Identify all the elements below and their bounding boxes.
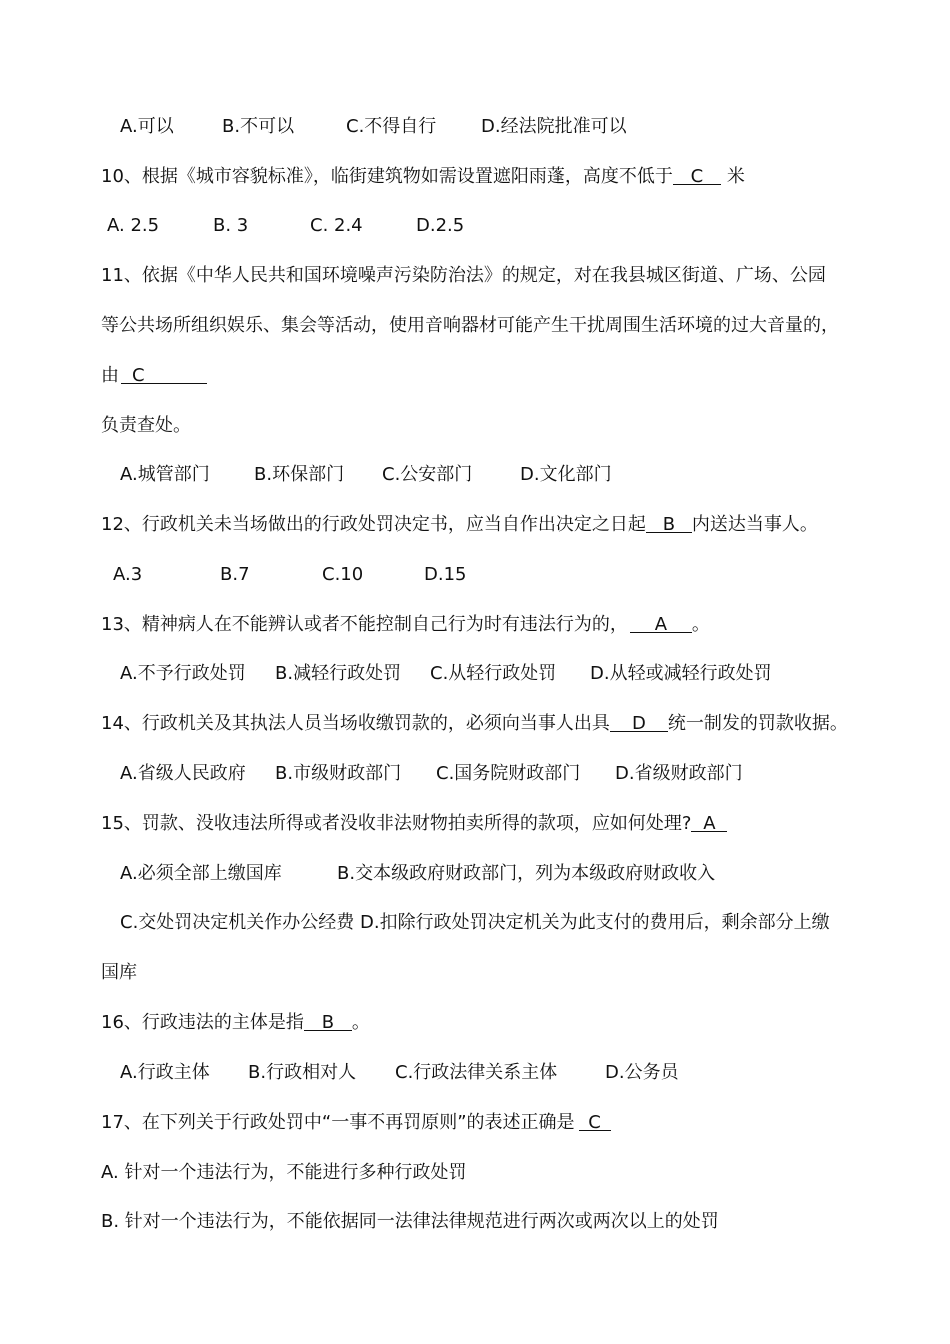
q15-option-b: B.交本级政府财政部门，列为本级政府财政收入 bbox=[337, 863, 716, 884]
q15-option-a: A.必须全部上缴国库 bbox=[120, 863, 282, 884]
q13-option-b: B.减轻行政处罚 bbox=[275, 663, 402, 684]
q10-question bbox=[101, 165, 745, 189]
q10-option-b: B. 3 bbox=[213, 215, 249, 236]
q9-option-c: C.不得自行 bbox=[346, 116, 437, 137]
q10-text-end: 米 bbox=[726, 166, 745, 187]
q12-option-c: C.10 bbox=[322, 564, 364, 585]
q15-options-row-2: C.交处罚决定机关作办公经费 D.扣除行政处罚决定机关为此支付的费用后，剩余部分上缴 bbox=[120, 912, 830, 933]
q13-option-c: C.从轻行政处罚 bbox=[430, 663, 557, 684]
q13-text: 13、精神病人在不能辨认或者不能控制自己行为时有违法行为的， bbox=[101, 614, 628, 635]
q10-answer-blank bbox=[673, 165, 721, 185]
q15-answer-blank bbox=[691, 812, 727, 832]
q16-option-a: A.行政主体 bbox=[120, 1062, 210, 1083]
q14-option-b: B.市级财政部门 bbox=[275, 763, 402, 784]
q14-option-a: A.省级人民政府 bbox=[120, 763, 246, 784]
q14-question bbox=[101, 712, 848, 736]
q17-option-a: A. 针对一个违法行为，不能进行多种行政处罚 bbox=[101, 1162, 467, 1183]
q16-answer: B bbox=[321, 1012, 335, 1033]
q13-option-d: D.从轻或减轻行政处罚 bbox=[590, 663, 772, 684]
q10-option-d: D.2.5 bbox=[416, 215, 465, 236]
q12-option-d: D.15 bbox=[424, 564, 467, 585]
q17-answer-blank bbox=[579, 1111, 611, 1131]
q10-text: 10、根据《城市容貌标准》，临街建筑物如需设置遮阳雨蓬，高度不低于 bbox=[101, 166, 673, 187]
q15-answer: A bbox=[703, 813, 716, 834]
q12-answer-blank bbox=[646, 513, 692, 533]
q13-text-end: 。 bbox=[691, 614, 710, 635]
q16-option-c: C.行政法律关系主体 bbox=[395, 1062, 558, 1083]
q14-option-c: C.国务院财政部门 bbox=[436, 763, 581, 784]
q16-option-b: B.行政相对人 bbox=[248, 1062, 357, 1083]
q9-option-b: B.不可以 bbox=[222, 116, 295, 137]
q16-question bbox=[101, 1011, 370, 1035]
q16-answer-blank bbox=[304, 1011, 352, 1031]
q17-option-b: B. 针对一个违法行为，不能依据同一法律法律规范进行两次或两次以上的处罚 bbox=[101, 1211, 719, 1232]
q14-answer: D bbox=[631, 713, 646, 734]
q14-option-d: D.省级财政部门 bbox=[615, 763, 743, 784]
q11-line-1: 11、依据《中华人民共和国环境噪声污染防治法》的规定，对在我县城区街道、广场、公园 bbox=[101, 265, 826, 286]
q14-answer-blank bbox=[610, 712, 668, 732]
q12-question bbox=[101, 513, 818, 537]
q12-text-end: 内送达当事人。 bbox=[691, 514, 818, 535]
q11-option-c: C.公安部门 bbox=[382, 464, 473, 485]
q11-option-a: A.城管部门 bbox=[120, 464, 210, 485]
q11-answer: C bbox=[132, 365, 145, 386]
q12-option-a: A.3 bbox=[113, 564, 143, 585]
q13-answer: A bbox=[654, 614, 668, 635]
q16-text: 16、行政违法的主体是指 bbox=[101, 1012, 304, 1033]
q11-answer-blank bbox=[121, 364, 207, 384]
q9-option-a: A.可以 bbox=[120, 116, 174, 137]
q11-line-3 bbox=[101, 364, 207, 388]
q10-option-c: C. 2.4 bbox=[310, 215, 363, 236]
q11-text: 由 bbox=[101, 365, 119, 386]
q11-option-d: D.文化部门 bbox=[520, 464, 612, 485]
q10-option-a: A. 2.5 bbox=[107, 215, 160, 236]
q13-answer-blank bbox=[630, 613, 692, 633]
q16-text-end: 。 bbox=[351, 1012, 370, 1033]
q9-option-d: D.经法院批准可以 bbox=[481, 116, 627, 137]
q12-option-b: B.7 bbox=[220, 564, 250, 585]
q15-options-row-3: 国库 bbox=[101, 962, 137, 983]
q16-option-d: D.公务员 bbox=[605, 1062, 679, 1083]
q11-option-b: B.环保部门 bbox=[254, 464, 345, 485]
q11-line-4: 负责查处。 bbox=[101, 415, 191, 436]
q17-question bbox=[101, 1111, 611, 1135]
q13-option-a: A.不予行政处罚 bbox=[120, 663, 246, 684]
q11-line-2: 等公共场所组织娱乐、集会等活动，使用音响器材可能产生干扰周围生活环境的过大音量的， bbox=[101, 315, 839, 336]
q14-text-end: 统一制发的罚款收据。 bbox=[667, 713, 848, 734]
q12-answer: B bbox=[662, 514, 676, 535]
q10-answer: C bbox=[690, 166, 704, 187]
q14-text: 14、行政机关及其执法人员当场收缴罚款的，必须向当事人出具 bbox=[101, 713, 610, 734]
q17-text: 17、在下列关于行政处罚中“一事不再罚原则”的表述正确是 bbox=[101, 1112, 575, 1133]
q15-question bbox=[101, 812, 727, 836]
q12-text: 12、行政机关未当场做出的行政处罚决定书，应当自作出决定之日起 bbox=[101, 514, 646, 535]
q15-text: 15、罚款、没收违法所得或者没收非法财物拍卖所得的款项，应如何处理? bbox=[101, 813, 692, 834]
q17-answer: C bbox=[588, 1112, 601, 1133]
q13-question bbox=[101, 613, 710, 637]
